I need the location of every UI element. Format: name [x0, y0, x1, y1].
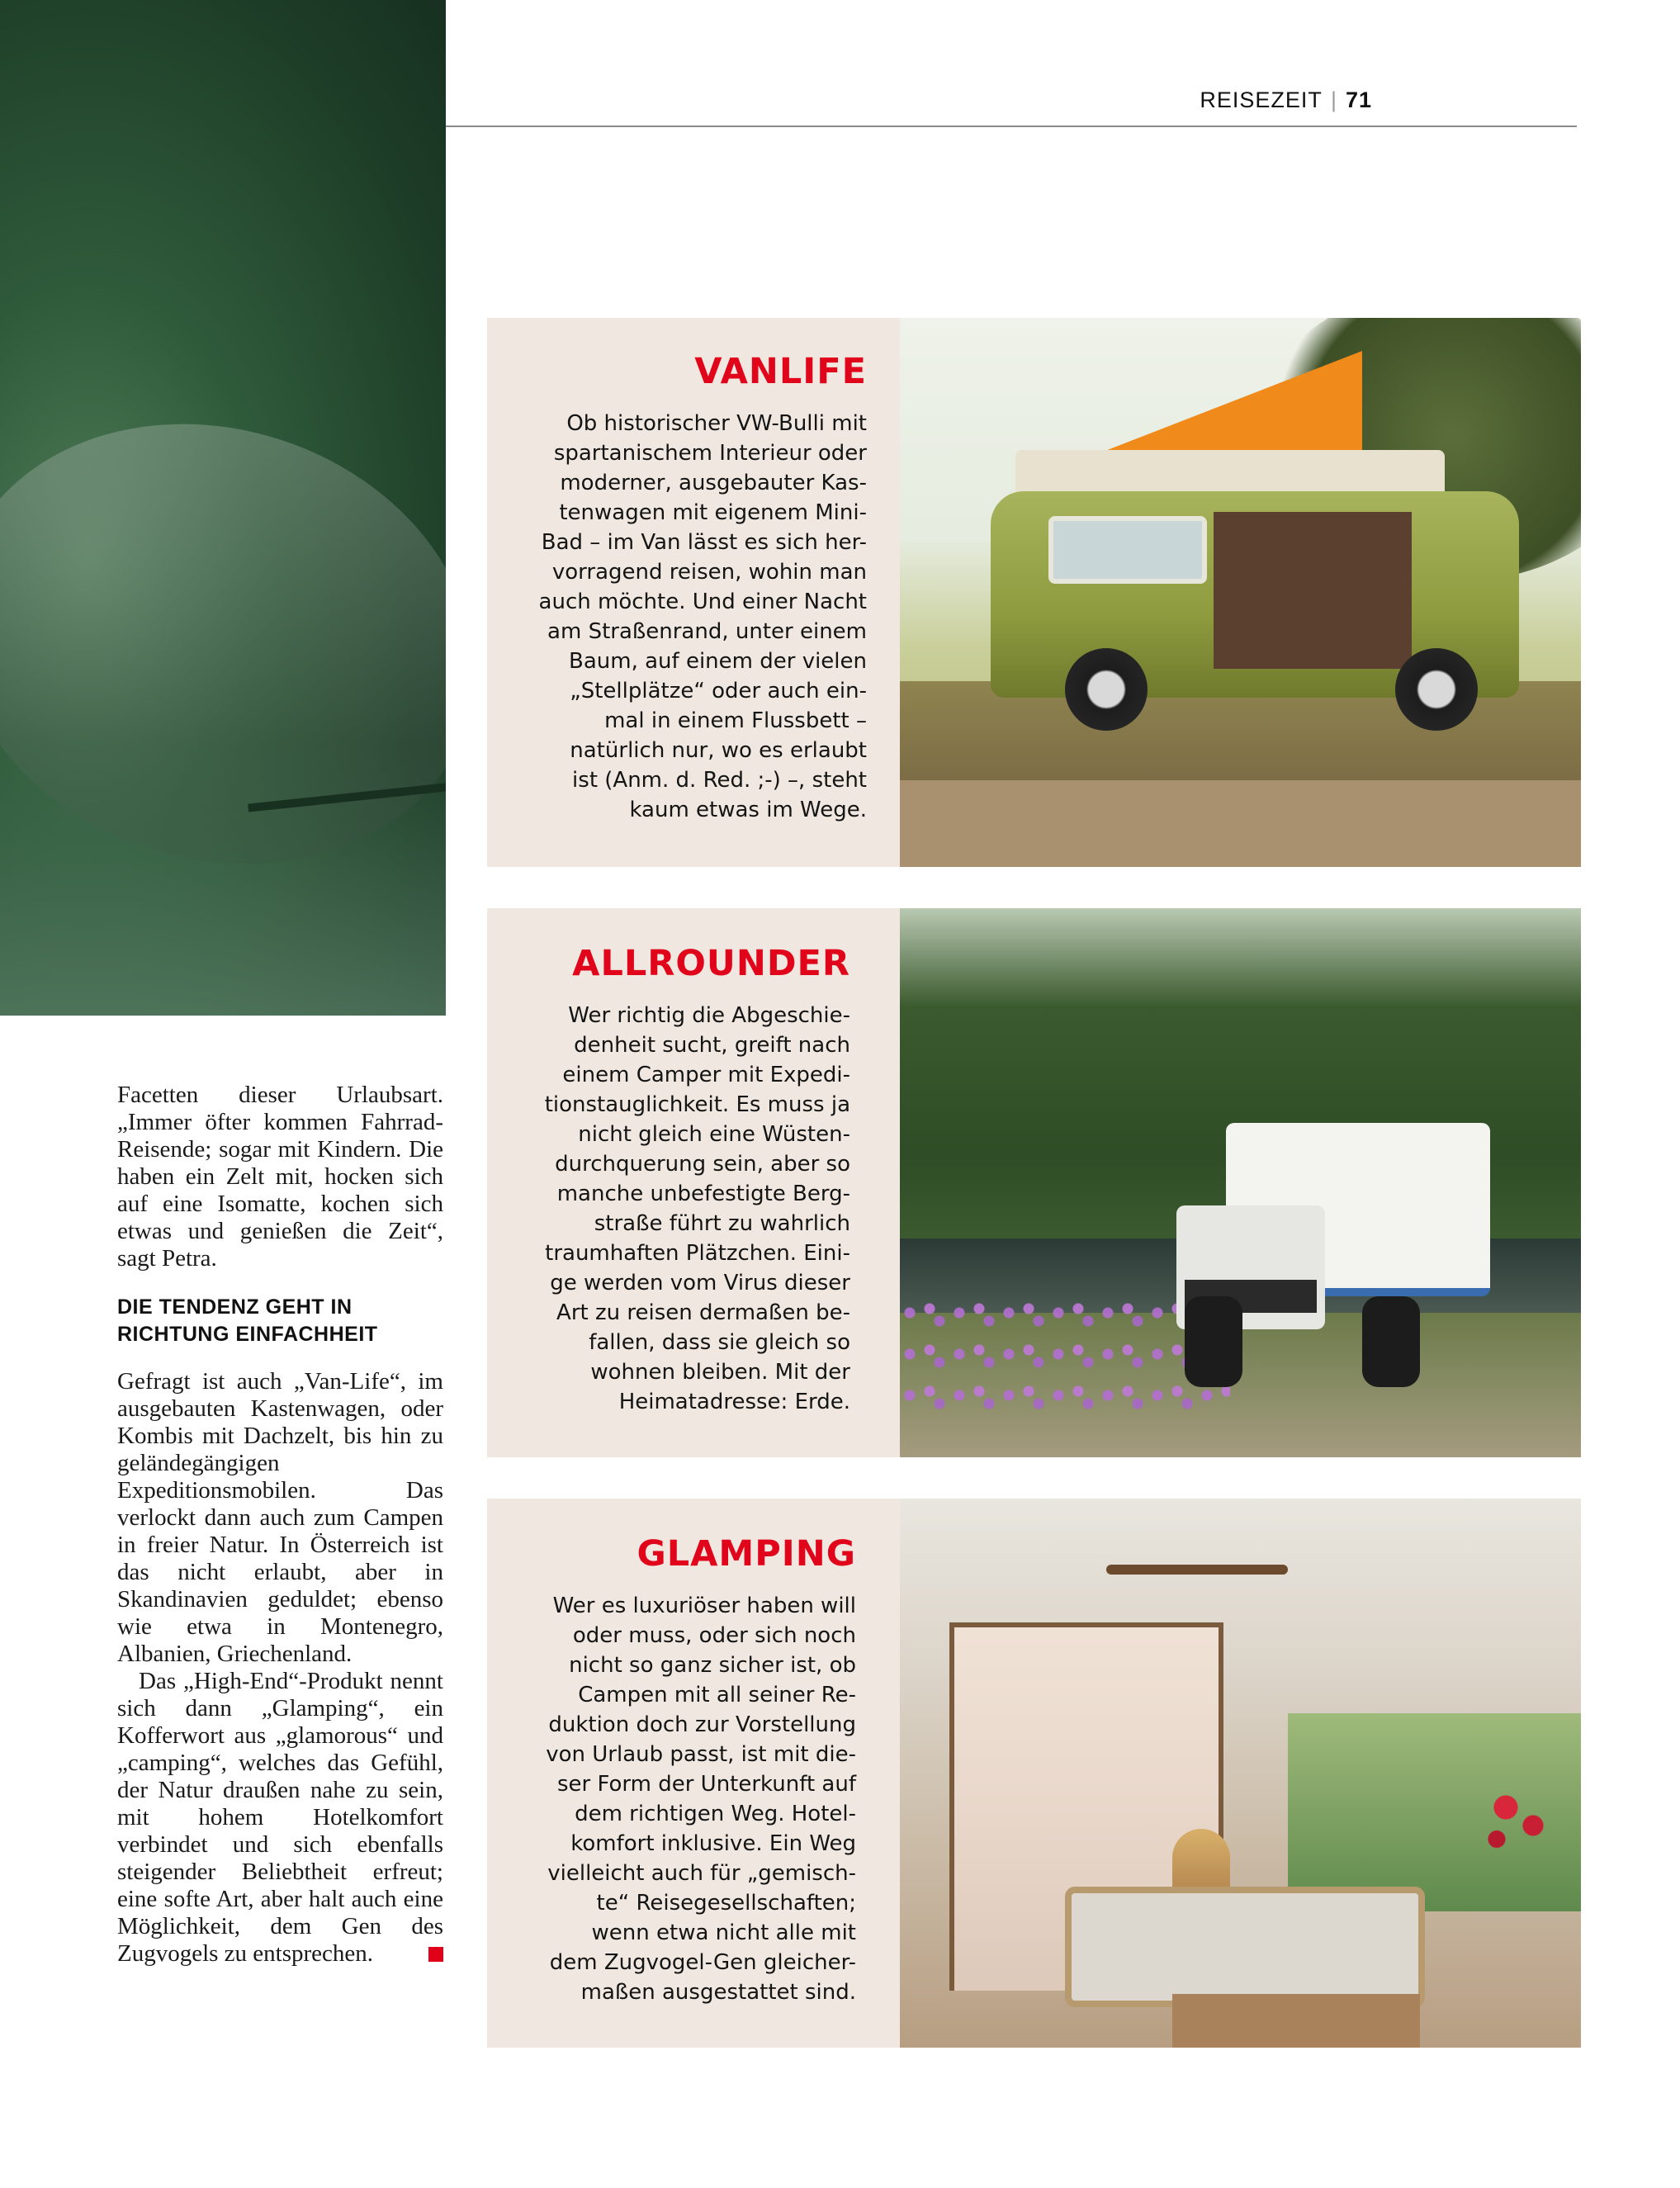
vanlife-photo: [900, 318, 1581, 867]
glamping-photo: [900, 1499, 1581, 2048]
vanlife-text: Ob historischer VW-Bulli mit spartanischem Interieur oder moderner, ausgebauter Kas- tenwagen mit eigenem Mini- Bad – im Van lässt es sich her- vorragend reisen, wohin man auch möchte. Und einer Nacht am Straßenrand, unter einem Baum, auf einem der vielen „Stellplätze“ oder auch ein- mal in einem Flussbett – natürlich nur, wo es erlaubt ist (Anm. d. Red. ;-) –, steht kaum etwas im Wege.: [538, 411, 867, 822]
red-square-end-mark-icon: [428, 1947, 443, 1962]
allrounder-photo: [900, 908, 1581, 1457]
vanlife-title: VANLIFE: [694, 351, 867, 392]
article-paragraph-2: Gefragt ist auch „Van-Life“, im ausgebauten Kastenwagen, oder Kombis mit Dachzelt, bis hin zu geländegängigen Expeditionsmobilen. Das verlockt dann auch zum Campen in freier Natur. In Österreich ist das nicht erlaubt, aber in Skandinavien geduldet; ebenso wie etwa in Montenegro, Albanien, Griechenland.: [117, 1368, 443, 1667]
article-paragraph-1: Facetten dieser Urlaubsart. „Immer öfter kommen Fahrrad-Reisende; sogar mit Kindern. Die haben ein Zelt mit, hocken sich auf eine Isomatte, kochen sich etwas und genießen die Zeit“, sagt Petra.: [117, 1082, 443, 1272]
tent-photo: [0, 0, 446, 1016]
allrounder-title: ALLROUNDER: [572, 943, 850, 984]
article-paragraph-3: [117, 1668, 443, 1968]
header-separator: |: [1330, 88, 1337, 112]
vanlife-panel: [487, 318, 1581, 867]
vanlife-textbox: [487, 351, 867, 825]
glamping-panel: [487, 1499, 1581, 2048]
running-header: [1200, 88, 1372, 113]
allrounder-panel: [487, 908, 1581, 1457]
allrounder-textbox: [487, 943, 850, 1417]
article-paragraph-3-text: Das „High-End“-Produkt nennt sich dann „Glamping“, ein Kofferwort aus „glamorous“ und „camping“, welches das Gefühl, der Natur draußen nahe zu sein, mit hohem Hotelkomfort verbindet und sich ebenfalls steigender Beliebtheit erfreut; eine softe Art, aber halt auch eine Möglichkeit, dem Gen des Zugvogels zu entsprechen.: [117, 1668, 443, 1967]
page-header: [446, 76, 1577, 127]
glamping-text: Wer es luxuriöser haben will oder muss, oder sich noch nicht so ganz sicher ist, ob Campen mit all seiner Re- duktion doch zur Vorstellung von Urlaub passt, ist mit die- ser Form der Unterkunft auf dem richtigen Weg. Hotel- komfort inklusive. Ein Weg vielleicht auch für „gemisch- te“ Reisegesellschaften; wenn etwa nicht alle mit dem Zugvogel-Gen gleicher- maßen ausgestattet sind.: [546, 1594, 856, 2005]
page-number: 71: [1345, 88, 1372, 112]
article-column: [117, 1082, 443, 1968]
section-name: REISEZEIT: [1200, 88, 1323, 112]
article-subheading: DIE TENDENZ GEHT IN RICHTUNG EINFACHHEIT: [117, 1295, 378, 1346]
glamping-title: GLAMPING: [637, 1533, 856, 1575]
glamping-textbox: [487, 1533, 856, 2007]
allrounder-text: Wer richtig die Abgeschie- denheit sucht, greift nach einem Camper mit Expedi- tionstauglichkeit. Es muss ja nicht gleich eine Wüsten- durchquerung sein, aber so manche unbefestigte Berg- straße führt zu wahrlich traumhaften Plätzchen. Eini- ge werden vom Virus dieser Art zu reisen dermaßen be- fallen, dass sie gleich so wohnen bleiben. Mit der Heimatadresse: Erde.: [544, 1003, 850, 1414]
